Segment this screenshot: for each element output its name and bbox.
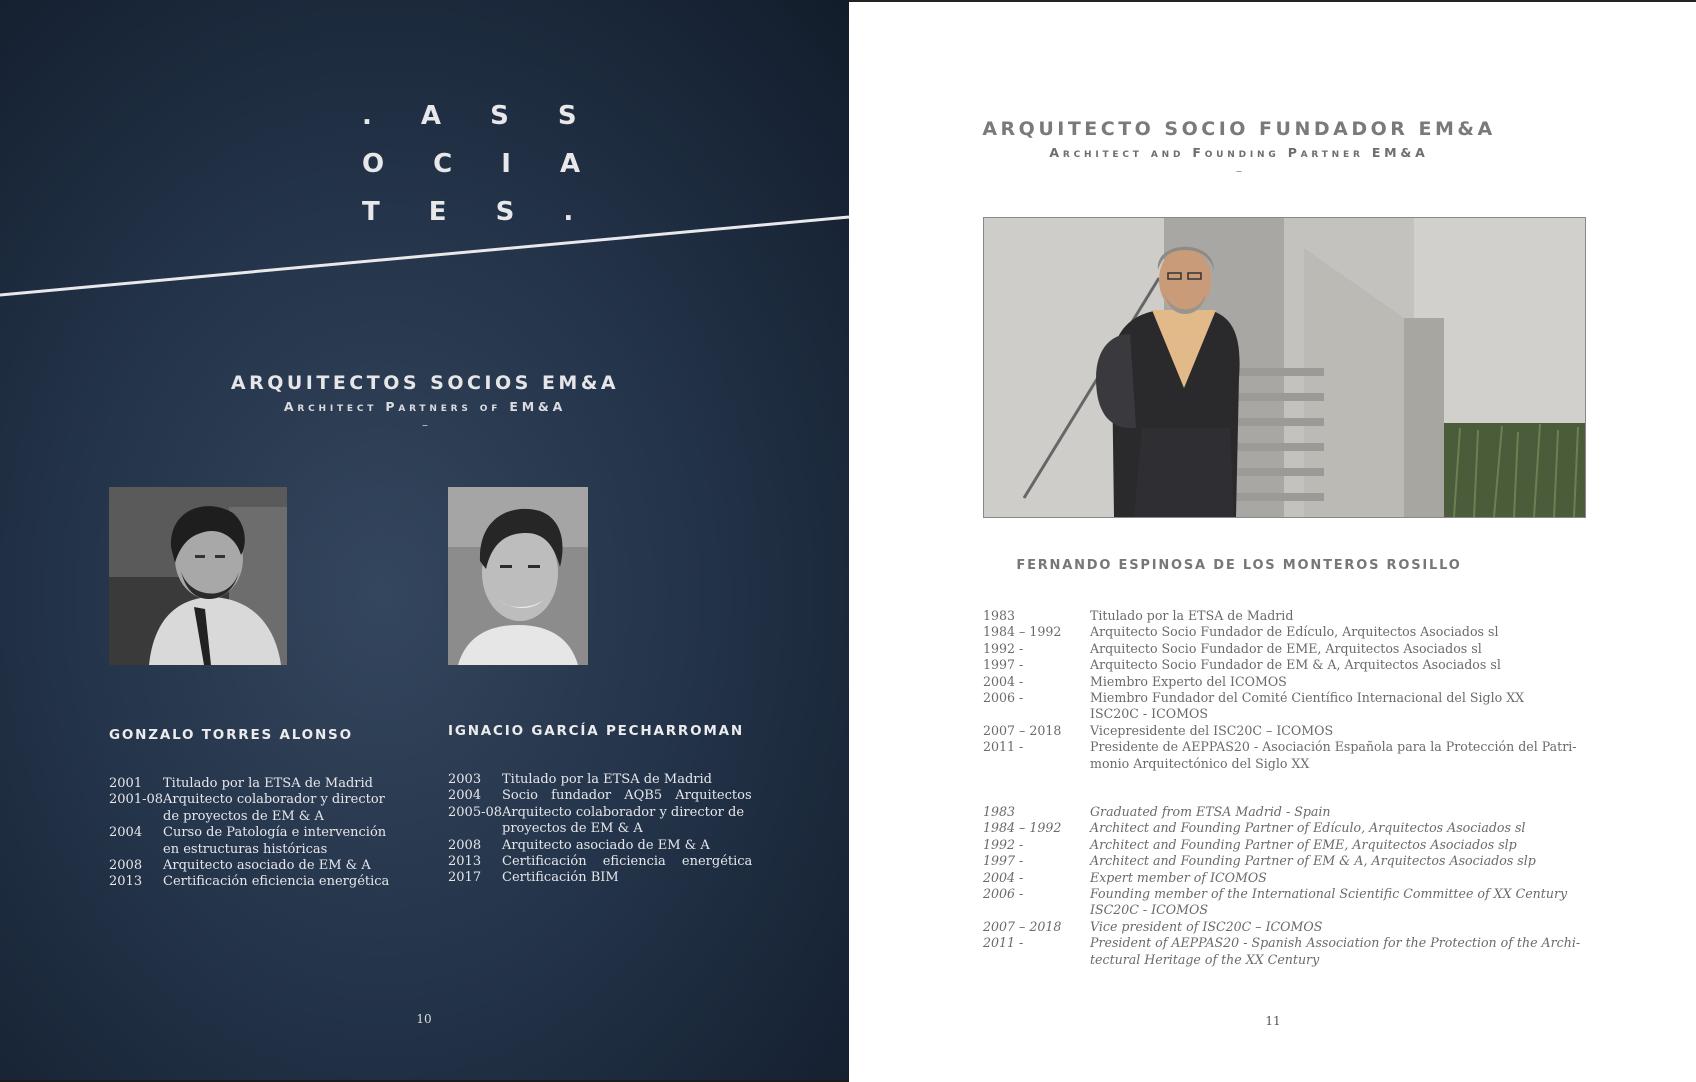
timeline-year: 2008: [109, 858, 143, 874]
timeline-year: 2006 -: [983, 886, 1024, 902]
founder-section-dash: –: [1236, 164, 1242, 178]
timeline-row: [983, 641, 1623, 657]
timeline-text: Titulado por la ETSA de Madrid: [163, 776, 373, 791]
timeline-row: [983, 935, 1623, 968]
timeline-row: [983, 886, 1623, 919]
timeline-year: 2007 – 2018: [983, 918, 1062, 934]
timeline-year: 2003: [448, 772, 482, 787]
timeline-row: [448, 854, 753, 870]
founder-section-subtitle: Architect and Founding Partner EM&A: [1049, 145, 1429, 160]
timeline-text: Certificación eficiencia energética: [163, 874, 390, 890]
timeline-text: Arquitecto asociado de EM & A: [502, 837, 710, 853]
timeline-year: 2004 -: [983, 869, 1024, 885]
founder-photo: [983, 217, 1586, 518]
timeline-row: [109, 792, 399, 825]
partner-name-ignacio: IGNACIO GARCÍA PECHARROMAN: [448, 723, 744, 739]
right-page: [849, 0, 1696, 1082]
founder-section-title: ARQUITECTO SOCIO FUNDADOR EM&A: [982, 118, 1496, 140]
timeline-text: Presidente de AEPPAS20 - Asociación Española para la Protección del Patri-monio Arquitectónico del Siglo XX: [1090, 739, 1577, 771]
timeline-year: 2011 -: [983, 935, 1024, 951]
timeline-year: 1983: [983, 608, 1016, 623]
timeline-row: [983, 853, 1623, 869]
timeline-year: 1997 -: [983, 657, 1024, 673]
left-page: [0, 0, 849, 1080]
timeline-text: Arquitecto colaborador y director de proyectos de EM & A: [163, 792, 385, 824]
partner-photo-gonzalo: [109, 487, 287, 665]
timeline-text: Miembro Experto del ICOMOS: [1090, 673, 1287, 689]
timeline-text: Expert member of ICOMOS: [1090, 869, 1267, 885]
page-number-left: 10: [416, 1012, 432, 1026]
timeline-year: 2004 -: [983, 673, 1024, 689]
timeline-row: [448, 788, 753, 804]
timeline-text: Graduated from ETSA Madrid - Spain: [1090, 804, 1331, 819]
timeline-year: 2004: [109, 825, 143, 841]
timeline-text: Arquitecto Socio Fundador de EME, Arquitectos Asociados sl: [1090, 640, 1482, 656]
associates-heading: . A S S O C I A T E S .: [362, 101, 601, 227]
timeline-row: [983, 820, 1623, 836]
timeline-text: Curso de Patología e intervención en estructuras históricas: [163, 825, 387, 857]
timeline-year: 2005-08: [448, 804, 503, 820]
timeline-row: [983, 870, 1623, 886]
timeline-row: [448, 838, 753, 854]
timeline-year: 2013: [109, 874, 143, 890]
partner-timeline-gonzalo: [109, 776, 399, 891]
timeline-year: 2001-08: [109, 792, 164, 808]
timeline-year: 1992 -: [983, 640, 1024, 656]
timeline-text: Certificación eficiencia energética: [502, 854, 753, 870]
timeline-year: 2017: [448, 870, 482, 886]
page-number-right: 11: [1265, 1014, 1281, 1028]
timeline-row: [109, 874, 399, 890]
timeline-year: 1984 – 1992: [983, 820, 1062, 836]
timeline-row: [109, 776, 399, 792]
timeline-text: Architect and Founding Partner of Edículo, Arquitectos Asociados sl: [1090, 820, 1526, 836]
timeline-row: [983, 674, 1623, 690]
timeline-text: Arquitecto Socio Fundador de EM & A, Arquitectos Asociados sl: [1090, 657, 1501, 673]
timeline-year: 1983: [983, 804, 1016, 819]
timeline-text: Architect and Founding Partner of EM & A, Arquitectos Asociados slp: [1090, 853, 1536, 869]
timeline-year: 2007 – 2018: [983, 722, 1062, 738]
timeline-year: 2011 -: [983, 739, 1024, 755]
timeline-text: Titulado por la ETSA de Madrid: [502, 772, 712, 787]
timeline-text: Socio fundador AQB5 Arquitectos: [502, 788, 752, 804]
timeline-row: [983, 690, 1623, 723]
timeline-year: 2013: [448, 854, 482, 870]
timeline-text: Vicepresidente del ISC20C – ICOMOS: [1090, 722, 1334, 738]
timeline-row: [109, 858, 399, 874]
timeline-text: Arquitecto colaborador y director de proyectos de EM & A: [502, 804, 745, 837]
founder-timeline-spanish: [983, 608, 1623, 772]
founder-name: FERNANDO ESPINOSA DE LOS MONTEROS ROSILLO: [1016, 558, 1462, 573]
section-title: ARQUITECTOS SOCIOS EM&A: [230, 372, 620, 394]
timeline-row: [983, 837, 1623, 853]
timeline-row: [448, 772, 753, 788]
timeline-year: 1992 -: [983, 836, 1024, 852]
section-subtitle: Architect Partners of EM&A: [283, 399, 567, 414]
timeline-year: 1984 – 1992: [983, 624, 1062, 640]
timeline-row: [983, 624, 1623, 640]
timeline-year: 2004: [448, 788, 482, 804]
timeline-year: 2006 -: [983, 690, 1024, 706]
timeline-row: [448, 870, 753, 886]
timeline-text: President of AEPPAS20 - Spanish Association for the Protection of the Archi-tectural Heritage of the XX Century: [1090, 935, 1581, 967]
timeline-text: Founding member of the International Scientific Committee of XX Century ISC20C - ICOMOS: [1090, 886, 1568, 918]
timeline-year: 2008: [448, 837, 482, 853]
timeline-row: [983, 608, 1623, 624]
timeline-row: [448, 805, 753, 838]
timeline-text: Architect and Founding Partner of EME, Arquitectos Asociados slp: [1090, 836, 1517, 852]
timeline-row: [983, 804, 1623, 820]
timeline-row: [983, 739, 1623, 772]
partner-timeline-ignacio: [448, 772, 753, 887]
timeline-text: Titulado por la ETSA de Madrid: [1090, 608, 1294, 623]
partner-name-gonzalo: GONZALO TORRES ALONSO: [109, 727, 353, 743]
timeline-row: [983, 657, 1623, 673]
timeline-text: Arquitecto asociado de EM & A: [163, 858, 371, 874]
timeline-year: 2001: [109, 776, 143, 791]
section-dash: –: [422, 418, 428, 432]
founder-timeline-english: [983, 804, 1623, 968]
timeline-row: [983, 723, 1623, 739]
timeline-text: Miembro Fundador del Comité Científico Internacional del Siglo XX ISC20C - ICOMOS: [1090, 690, 1525, 722]
timeline-text: Certificación BIM: [502, 870, 619, 886]
timeline-text: Arquitecto Socio Fundador de Edículo, Arquitectos Asociados sl: [1090, 624, 1499, 640]
partner-photo-ignacio: [448, 487, 588, 665]
timeline-text: Vice president of ISC20C – ICOMOS: [1090, 918, 1323, 934]
timeline-year: 1997 -: [983, 853, 1024, 869]
timeline-row: [983, 919, 1623, 935]
timeline-row: [109, 825, 399, 858]
